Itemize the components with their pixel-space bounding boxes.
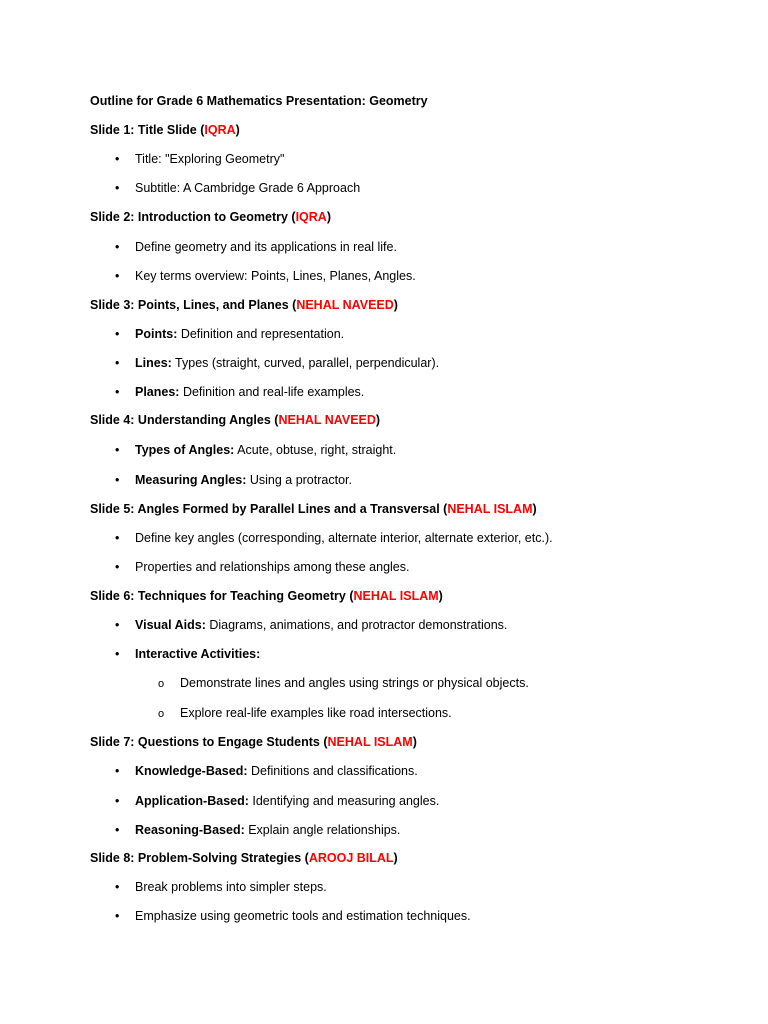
bullet-label: Measuring Angles: <box>135 473 247 487</box>
bullet-text: Define key angles (corresponding, alternate interior, alternate exterior, etc.). <box>135 531 553 545</box>
bullet-icon: • <box>115 152 120 166</box>
list-item <box>115 764 418 778</box>
bullet-label: Visual Aids: <box>135 618 206 632</box>
list-item <box>115 880 327 894</box>
bullet-text: Properties and relationships among these angles. <box>135 560 410 574</box>
bullet-text: Title: "Exploring Geometry" <box>135 152 285 166</box>
bullet-icon: • <box>115 531 120 545</box>
list-item <box>115 443 396 457</box>
slide-heading <box>90 502 537 516</box>
bullet-icon: • <box>115 618 120 632</box>
slide-author: NEHAL NAVEED <box>296 298 394 312</box>
document-title: Outline for Grade 6 Mathematics Presentation: Geometry <box>90 94 428 108</box>
sub-bullet-icon: o <box>158 708 165 720</box>
bullet-text: Definition and real-life examples. <box>179 385 365 399</box>
slide-heading-close: ) <box>532 502 537 516</box>
bullet-icon: • <box>115 181 120 195</box>
bullet-icon: • <box>115 327 120 341</box>
bullet-text: Define geometry and its applications in real life. <box>135 240 397 254</box>
bullet-icon: • <box>115 794 120 808</box>
slide-heading <box>90 298 398 312</box>
slide-author: NEHAL ISLAM <box>447 502 533 516</box>
list-item <box>115 909 471 923</box>
bullet-text: Key terms overview: Points, Lines, Planes, Angles. <box>135 269 416 283</box>
bullet-label: Reasoning-Based: <box>135 823 245 837</box>
list-item <box>115 181 360 195</box>
bullet-label: Types of Angles: <box>135 443 235 457</box>
list-item <box>115 269 416 283</box>
slide-heading <box>90 851 398 865</box>
bullet-icon: • <box>115 385 120 399</box>
slide-author: NEHAL NAVEED <box>278 413 376 427</box>
bullet-icon: • <box>115 647 120 661</box>
slide-heading <box>90 589 443 603</box>
bullet-icon: • <box>115 909 120 923</box>
bullet-icon: • <box>115 240 120 254</box>
slide-heading-text: Slide 7: Questions to Engage Students ( <box>90 735 328 749</box>
bullet-text: Types (straight, curved, parallel, perpendicular). <box>171 356 440 370</box>
list-item <box>115 385 364 399</box>
list-item <box>115 647 260 661</box>
slide-heading <box>90 123 240 137</box>
bullet-label: Planes: <box>135 385 180 399</box>
list-item <box>115 618 507 632</box>
bullet-text: Break problems into simpler steps. <box>135 880 327 894</box>
slide-heading-text: Slide 4: Understanding Angles ( <box>90 413 279 427</box>
slide-heading-text: Slide 5: Angles Formed by Parallel Lines and a Transversal ( <box>90 502 448 516</box>
list-item <box>115 560 409 574</box>
slide-heading-text: Slide 6: Techniques for Teaching Geometry ( <box>90 589 354 603</box>
bullet-text: Definition and representation. <box>177 327 345 341</box>
list-item <box>115 823 400 837</box>
slide-heading-text: Slide 3: Points, Lines, and Planes ( <box>90 298 297 312</box>
bullet-text: Identifying and measuring angles. <box>248 794 440 808</box>
bullet-text: Diagrams, animations, and protractor demonstrations. <box>205 618 508 632</box>
slide-heading-text: Slide 1: Title Slide ( <box>90 123 205 137</box>
bullet-icon: • <box>115 880 120 894</box>
bullet-text: Explain angle relationships. <box>244 823 401 837</box>
slide-heading-close: ) <box>438 589 443 603</box>
slide-heading-text: Slide 8: Problem-Solving Strategies ( <box>90 851 309 865</box>
list-item <box>115 356 439 370</box>
slide-heading-close: ) <box>393 298 398 312</box>
bullet-label: Application-Based: <box>135 794 249 808</box>
list-item <box>115 327 344 341</box>
bullet-text: Acute, obtuse, right, straight. <box>234 443 397 457</box>
sub-bullet-text: Explore real-life examples like road intersections. <box>180 706 452 720</box>
list-item <box>115 152 284 166</box>
bullet-label: Interactive Activities: <box>135 647 261 661</box>
list-item <box>115 240 397 254</box>
slide-heading-close: ) <box>326 210 331 224</box>
list-item <box>115 473 352 487</box>
bullet-text: Subtitle: A Cambridge Grade 6 Approach <box>135 181 361 195</box>
slide-author: NEHAL ISLAM <box>327 735 413 749</box>
bullet-label: Points: <box>135 327 178 341</box>
slide-author: AROOJ BILAL <box>308 851 394 865</box>
bullet-icon: • <box>115 443 120 457</box>
list-item <box>115 531 553 545</box>
slide-heading <box>90 210 331 224</box>
bullet-label: Lines: <box>135 356 172 370</box>
bullet-icon: • <box>115 764 120 778</box>
slide-author: NEHAL ISLAM <box>353 589 439 603</box>
bullet-icon: • <box>115 473 120 487</box>
bullet-icon: • <box>115 269 120 283</box>
slide-author: IQRA <box>295 210 327 224</box>
bullet-icon: • <box>115 823 120 837</box>
slide-heading <box>90 735 417 749</box>
bullet-icon: • <box>115 560 120 574</box>
slide-heading-close: ) <box>375 413 381 427</box>
bullet-text: Emphasize using geometric tools and estimation techniques. <box>135 909 471 923</box>
bullet-label: Knowledge-Based: <box>135 764 248 778</box>
slide-heading-close: ) <box>235 123 240 137</box>
bullet-text: Definitions and classifications. <box>247 764 418 778</box>
sub-bullet-text: Demonstrate lines and angles using strings or physical objects. <box>180 676 529 690</box>
slide-heading <box>90 413 380 427</box>
list-item <box>115 794 439 808</box>
sub-bullet-icon: o <box>158 678 165 690</box>
bullet-icon: • <box>115 356 120 370</box>
slide-author: IQRA <box>204 123 236 137</box>
slide-heading-close: ) <box>393 851 398 865</box>
slide-heading-text: Slide 2: Introduction to Geometry ( <box>90 210 296 224</box>
slide-heading-close: ) <box>412 735 417 749</box>
bullet-text: Using a protractor. <box>246 473 352 487</box>
sub-list-item <box>158 676 529 690</box>
sub-list-item <box>158 706 452 720</box>
